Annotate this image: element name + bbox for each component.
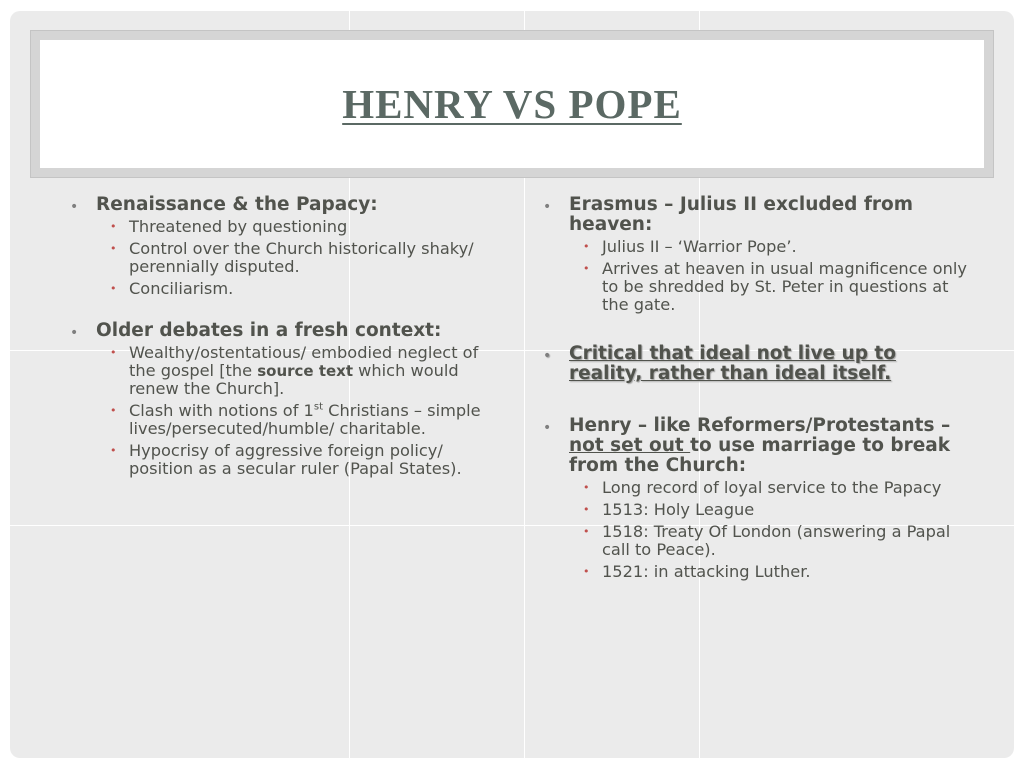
bullet-older-debates [70,321,490,478]
sub-bullet: • 1518: Treaty Of London (answering a Papal call to Peace). [583,522,951,559]
bullet-dot-icon: • [110,242,117,255]
bullet-dot-icon: • [110,282,117,295]
bullet-dot-icon: • [110,220,117,233]
content-panel [10,11,1014,758]
bullet-heading-underlined: not set out [569,435,691,456]
bullet-erasmus [543,195,968,314]
bullet-heading: Renaissance & the Papacy: [96,194,378,215]
bullet-dot-icon: • [583,503,590,516]
bullet-heading: Erasmus – Julius II excluded from heaven: [569,194,914,235]
bullet-henry-reformers [543,416,968,581]
bullet-dot-icon: • [583,240,590,253]
sub-bullet: • Arrives at heaven in usual magnificence only to be shredded by St. Peter in questions at the gate. [583,259,967,314]
title-box [40,40,984,168]
bullet-dot-icon: • [110,404,117,417]
bullet-heading-end: to use marriage to break from the Church: [569,435,951,476]
bullet-dot-icon: • [110,444,117,457]
left-column [70,195,490,478]
slide-title: HENRY VS POPE [342,81,682,127]
bullet-dot-icon: • [70,325,79,341]
bullet-dot-icon: • [70,199,79,215]
title-frame [30,30,994,178]
bullet-critical-ideal [543,344,968,384]
bullet-dot-icon: • [543,420,552,436]
bullet-dot-icon: • [583,481,590,494]
sub-bullet: • Julius II – ‘Warrior Pope’. [583,237,797,256]
sub-bullet: • Long record of loyal service to the Papacy [583,478,942,497]
sub-bullet: • Clash with notions of 1st Christians – simple lives/persecuted/humble/ charitable. [110,401,481,438]
bullet-dot-icon: • [543,348,552,364]
sub-bullet: • 1513: Holy League [583,500,755,519]
bullet-dot-icon: • [583,525,590,538]
sub-bullet: • 1521: in attacking Luther. [583,562,811,581]
right-column [543,195,968,581]
sub-bullet: • Threatened by questioning [110,217,348,236]
bullet-dot-icon: • [110,346,117,359]
bullet-heading: Critical that ideal not live up to reality, rather than ideal itself. [569,343,896,384]
bullet-dot-icon: • [583,262,590,275]
bullet-heading: Henry – like Reformers/Protestants – [569,415,951,436]
bullet-dot-icon: • [543,199,552,215]
sub-bullet: • Hypocrisy of aggressive foreign policy/ position as a secular ruler (Papal States). [110,441,462,478]
bullet-heading: Older debates in a fresh context: [96,320,442,341]
sub-bullet: • Control over the Church historically shaky/ perennially disputed. [110,239,474,276]
sub-bullet: • Conciliarism. [110,279,234,298]
bullet-renaissance-papacy [70,195,490,298]
bullet-dot-icon: • [583,565,590,578]
sub-bullet: • Wealthy/ostentatious/ embodied neglect of the gospel [the source text which would renew the Church]. [110,343,479,398]
